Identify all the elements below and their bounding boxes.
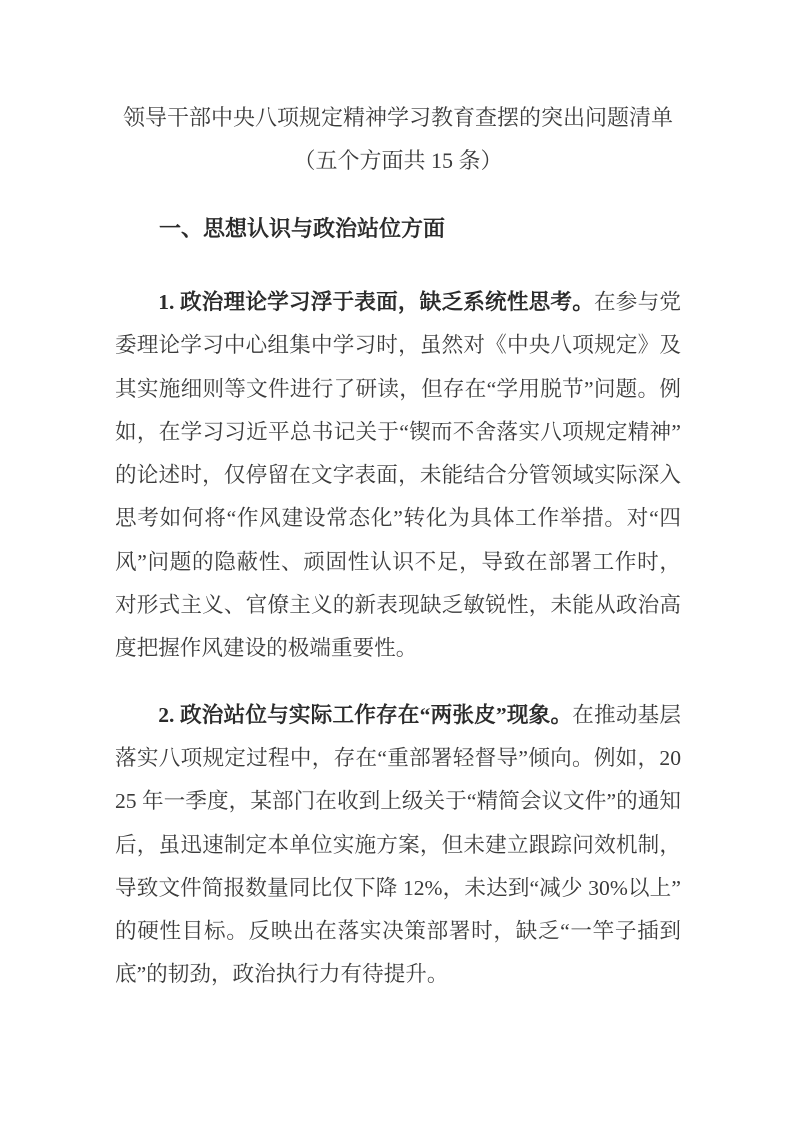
paragraph-1-body: 在参与党委理论学习中心组集中学习时，虽然对《中央八项规定》及其实施细则等文件进行了研读，但存在“学用脱节”问题。例如，在学习习近平总书记关于“锲而不舍落实八项规定精神”的论述时，仅停留在文字表面，未能结合分管领域实际深入思考如何将“作风建设常态化”转化为具体工作举措。对“四风”问题的隐蔽性、顽固性认识不足，导致在部署工作时，对形式主义、官僚主义的新表现缺乏敏锐性，未能从政治高度把握作风建设的极端重要性。 bbox=[115, 290, 681, 661]
paragraph-1-lead: 1. 政治理论学习浮于表面，缺乏系统性思考。 bbox=[158, 290, 595, 314]
paragraph-2 bbox=[115, 694, 681, 997]
paragraph-2-lead: 2. 政治站位与实际工作存在“两张皮”现象。 bbox=[158, 702, 573, 727]
paragraph-1 bbox=[115, 281, 681, 671]
document-title: 领导干部中央八项规定精神学习教育查摆的突出问题清单 bbox=[122, 105, 673, 130]
paragraph-2-body: 在推动基层落实八项规定过程中，存在“重部署轻督导”倾向。例如，2025 年一季度，某部门在收到上级关于“精简会议文件”的通知后，虽迅速制定本单位实施方案，但未建立跟踪问效机制，导致文件简报数量同比仅下降 12%，未达到“减少 30%以上”的硬性目标。反映出在落实决策部署时，缺乏“一竿子插到底”的韧劲，政治执行力有待提升。 bbox=[115, 702, 681, 987]
document-subtitle: （五个方面共 15 条） bbox=[293, 148, 503, 173]
section-heading-1: 一、思想认识与政治站位方面 bbox=[159, 216, 446, 241]
